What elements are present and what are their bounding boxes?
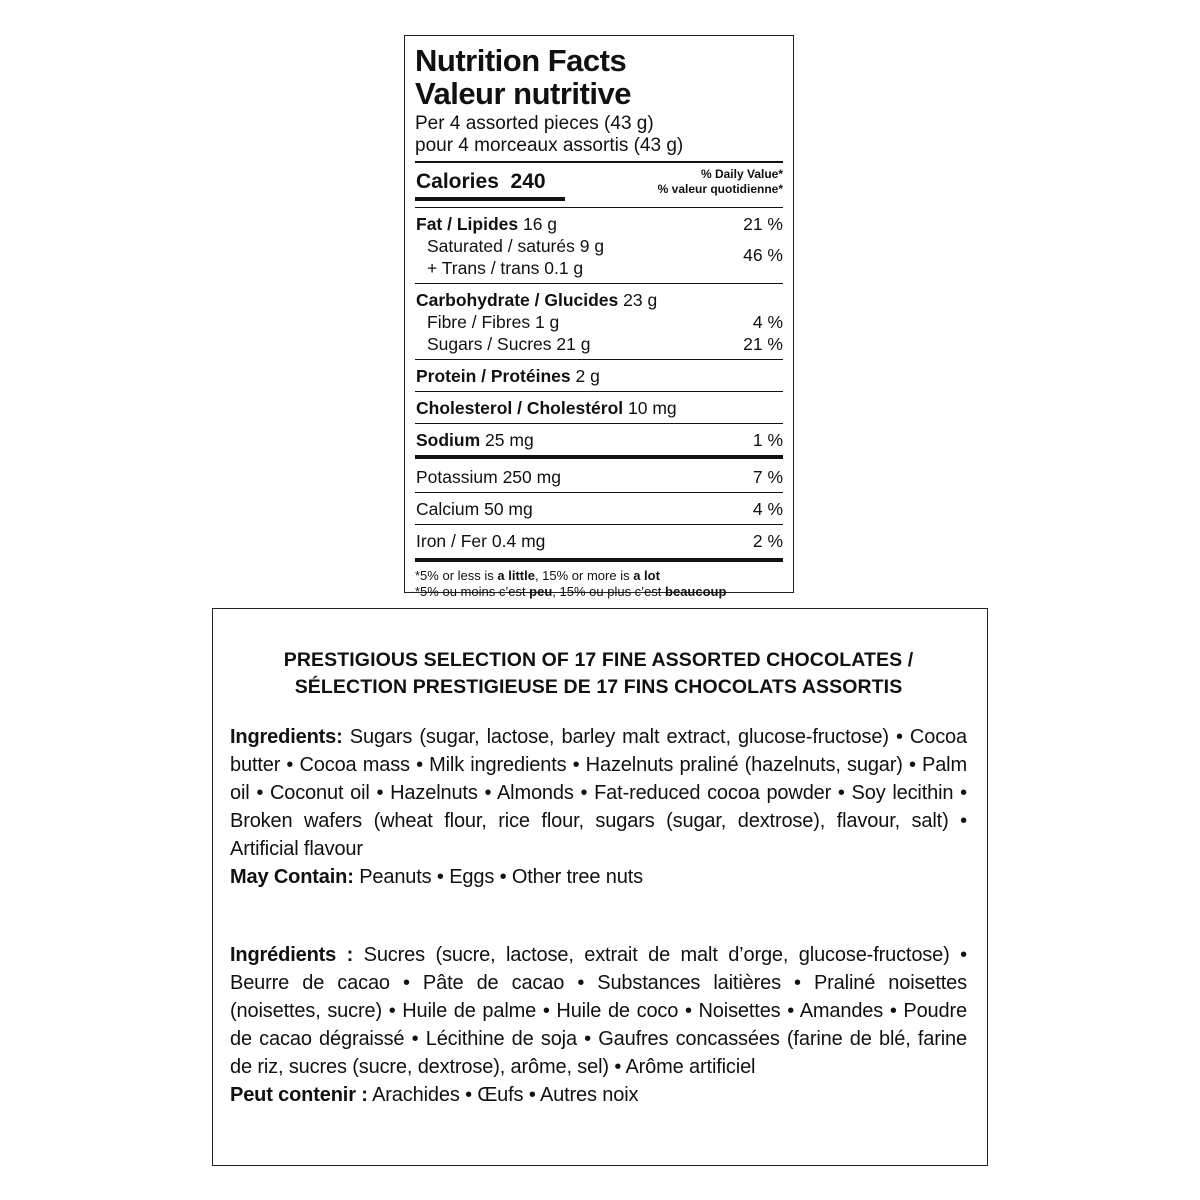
calcium-amount: 50 mg xyxy=(484,499,533,519)
daily-value-header xyxy=(658,167,783,197)
iron-label: Iron / Fer xyxy=(416,531,487,551)
calories-label: Calories xyxy=(416,170,499,193)
footnote-fr-beaucoup: beaucoup xyxy=(665,584,727,599)
fat-amount: 16 g xyxy=(522,214,558,234)
saturated-row xyxy=(416,235,783,257)
nutrition-facts-panel xyxy=(404,35,794,599)
ingredients-en xyxy=(230,723,967,891)
protein-row xyxy=(415,360,783,391)
nutrition-title-en: Nutrition Facts xyxy=(415,43,627,78)
product-heading-en: PRESTIGIOUS SELECTION OF 17 FINE ASSORTED CHOCOLATES / xyxy=(283,649,914,671)
peut-contenir-text: Arachides • Œufs • Autres noix xyxy=(372,1084,639,1106)
potassium-row xyxy=(415,459,783,492)
serving-size-en: Per 4 assorted pieces (43 g) xyxy=(415,113,654,134)
ingredients-fr-text: Sucres (sucre, lactose, extrait de malt d’orge, glucose-fructose) • Beurre de cacao • Pâte de cacao • Substances laitières • Praliné noisettes (noisettes, sucre) • Huile de palme • Huile de coco • Noisettes • Amandes • Poudre de cacao dégraissé • Lécithine de soja • Gaufres concassées (farine de blé, farine de riz, sucres (sucre, dextrose), arôme, sel) • Arôme artificiel xyxy=(230,944,967,1078)
calcium-row xyxy=(415,493,783,524)
serving-size xyxy=(415,113,783,157)
sugars-label: Sugars / Sucres xyxy=(427,334,552,354)
may-contain-label: May Contain: xyxy=(230,866,354,888)
sugars-amount: 21 g xyxy=(556,334,591,354)
fibre-amount: 1 g xyxy=(534,312,560,332)
carbohydrate-amount: 23 g xyxy=(623,290,658,310)
fibre-row xyxy=(416,311,783,333)
sat-trans-dv: 46 % xyxy=(743,245,783,265)
calories-row xyxy=(415,163,783,205)
sodium-amount: 25 mg xyxy=(485,430,534,450)
serving-size-fr: pour 4 morceaux assortis (43 g) xyxy=(415,135,684,156)
may-contain-text: Peanuts • Eggs • Other tree nuts xyxy=(359,866,643,888)
calcium-dv: 4 % xyxy=(752,499,783,519)
footnote-en xyxy=(415,568,783,584)
calories xyxy=(416,170,546,194)
fat-group xyxy=(415,208,783,283)
footnote-fr-text: *5% ou moins c’est xyxy=(415,584,530,599)
footnote-en-little: a little xyxy=(497,568,535,583)
saturated-label: Saturated / saturés xyxy=(427,236,575,256)
product-heading xyxy=(230,647,967,701)
potassium-dv: 7 % xyxy=(752,467,783,487)
carbohydrate-label: Carbohydrate / Glucides xyxy=(416,290,619,310)
sodium-label: Sodium xyxy=(416,430,481,450)
iron-dv: 2 % xyxy=(752,531,783,551)
trans-row xyxy=(416,257,783,279)
calcium-label: Calcium xyxy=(416,499,480,519)
fat-dv: 21 % xyxy=(743,214,783,234)
ingredients-en-text: Sugars (sugar, lactose, barley malt extract, glucose-fructose) • Cocoa butter • Cocoa mass • Milk ingredients • Hazelnuts praliné (hazelnuts, sugar) • Palm oil • Coconut oil • Hazelnuts • Almonds • Fat-reduced cocoa powder • Soy lecithin • Broken wafers (wheat flour, rice flour, sugars (sugar, dextrose), flavour, salt) • Artificial flavour xyxy=(230,726,967,860)
daily-value-footnote xyxy=(415,562,783,600)
sodium-row xyxy=(415,424,783,455)
ingredients-fr xyxy=(230,941,967,1109)
fibre-dv: 4 % xyxy=(752,312,783,332)
footnote-en-text-2: , 15% or more is xyxy=(534,568,634,583)
footnote-fr-text-2: , 15% ou plus c’est xyxy=(552,584,666,599)
footnote-en-lot: a lot xyxy=(633,568,660,583)
sodium-dv: 1 % xyxy=(752,430,783,450)
fat-row xyxy=(416,213,783,235)
ingredients-fr-label: Ingrédients : xyxy=(230,944,354,966)
footnote-en-text: *5% or less is xyxy=(415,568,498,583)
trans-label: + Trans / trans xyxy=(427,258,540,278)
product-heading-fr: SÉLECTION PRESTIGIEUSE DE 17 FINS CHOCOLATS ASSORTIS xyxy=(294,676,903,698)
nutrition-title-fr: Valeur nutritive xyxy=(415,76,631,111)
carbohydrate-row xyxy=(416,289,783,311)
peut-contenir-label: Peut contenir : xyxy=(230,1084,368,1106)
daily-value-en: % Daily Value* xyxy=(700,167,783,181)
iron-amount: 0.4 mg xyxy=(491,531,546,551)
protein-amount: 2 g xyxy=(575,366,600,386)
protein-label: Protein / Protéines xyxy=(416,366,571,386)
cholesterol-label: Cholesterol / Cholestérol xyxy=(416,398,624,418)
footnote-fr xyxy=(415,584,783,600)
cholesterol-row xyxy=(415,392,783,423)
carbohydrate-group xyxy=(415,284,783,359)
saturated-amount: 9 g xyxy=(579,236,605,256)
ingredients-panel xyxy=(212,608,988,1166)
potassium-amount: 250 mg xyxy=(502,467,561,487)
trans-amount: 0.1 g xyxy=(544,258,584,278)
daily-value-fr: % valeur quotidienne* xyxy=(657,182,783,196)
sugars-row xyxy=(416,333,783,355)
cholesterol-amount: 10 mg xyxy=(628,398,677,418)
footnote-fr-peu: peu xyxy=(529,584,553,599)
fibre-label: Fibre / Fibres xyxy=(427,312,531,332)
sat-trans-block xyxy=(416,235,783,279)
fat-label: Fat / Lipides xyxy=(416,214,519,234)
potassium-label: Potassium xyxy=(416,467,498,487)
calories-value: 240 xyxy=(510,170,546,193)
iron-row xyxy=(415,525,783,556)
calories-underline xyxy=(415,197,565,201)
ingredients-en-label: Ingredients: xyxy=(230,726,343,748)
sugars-dv: 21 % xyxy=(743,334,783,354)
